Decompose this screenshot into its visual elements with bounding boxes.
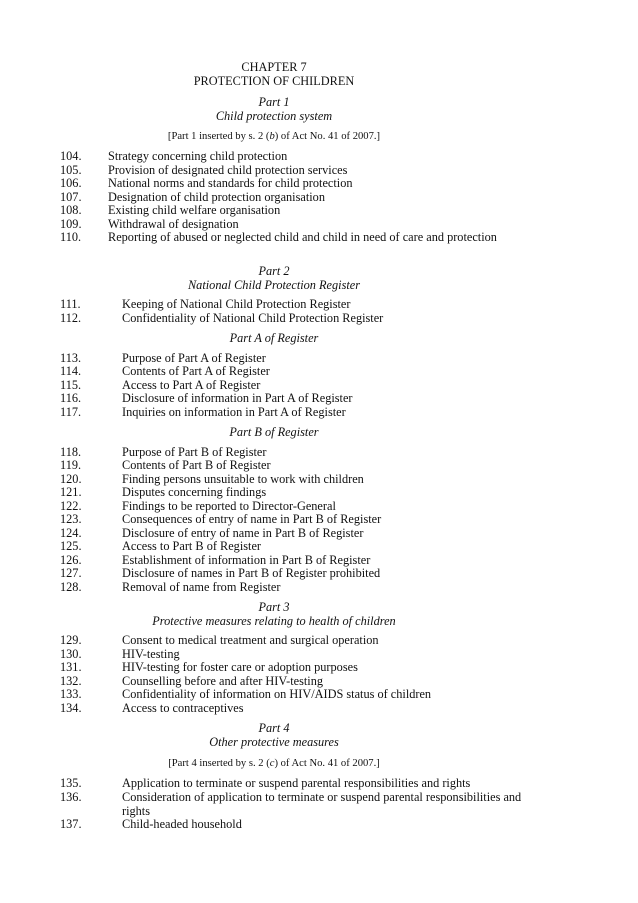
section-title: Application to terminate or suspend parental responsibilities and rights xyxy=(122,776,471,790)
part-1-name: Child protection system xyxy=(215,109,333,123)
section-title: Removal of name from Register xyxy=(122,580,281,594)
part-2-label: Part 2 xyxy=(258,264,290,278)
section-title: Strategy concerning child protection xyxy=(108,149,288,163)
section-title: Contents of Part A of Register xyxy=(122,364,270,378)
section-title: Confidentiality of National Child Protection Register xyxy=(122,311,384,325)
section-number: 106. xyxy=(60,176,82,190)
part-1-note: [Part 1 inserted by s. 2 (b) of Act No. 41 of 2007.] xyxy=(167,131,381,142)
section-number: 109. xyxy=(60,217,82,231)
section-title: Inquiries on information in Part A of Register xyxy=(122,405,346,419)
section-number: 125. xyxy=(60,539,82,553)
chapter-title: PROTECTION OF CHILDREN xyxy=(193,74,355,88)
section-number: 137. xyxy=(60,817,82,831)
section-title: Provision of designated child protection services xyxy=(108,163,348,177)
section-number: 105. xyxy=(60,163,82,177)
section-title: Disputes concerning findings xyxy=(122,485,267,499)
section-number: 110. xyxy=(60,230,82,244)
section-number: 133. xyxy=(60,687,82,701)
part-4-note: [Part 4 inserted by s. 2 (c) of Act No. 41 of 2007.] xyxy=(168,758,380,769)
section-title: Purpose of Part A of Register xyxy=(122,351,266,365)
section-number: 117. xyxy=(60,405,82,419)
section-number: 122. xyxy=(60,499,82,513)
section-title: Counselling before and after HIV-testing xyxy=(122,674,324,688)
section-number: 120. xyxy=(60,472,82,486)
section-number: 136. xyxy=(60,790,82,804)
section-title: Disclosure of names in Part B of Register prohibited xyxy=(122,566,381,580)
section-number: 116. xyxy=(60,391,82,405)
section-number: 112. xyxy=(60,311,82,325)
section-title: Establishment of information in Part B of Register xyxy=(122,553,371,567)
section-number: 127. xyxy=(60,566,82,580)
section-title: Existing child welfare organisation xyxy=(108,203,281,217)
section-title: Findings to be reported to Director-General xyxy=(122,499,336,513)
section-title: HIV-testing xyxy=(122,647,180,661)
section-number: 108. xyxy=(60,203,82,217)
part-2-name: National Child Protection Register xyxy=(187,278,361,292)
part-a-name: Part A of Register xyxy=(229,331,319,345)
section-number: 131. xyxy=(60,660,82,674)
section-title: HIV-testing for foster care or adoption purposes xyxy=(122,660,358,674)
section-title: Consequences of entry of name in Part B of Register xyxy=(122,512,382,526)
part-4-name: Other protective measures xyxy=(209,735,339,749)
section-title: Finding persons unsuitable to work with children xyxy=(122,472,364,486)
section-title: Access to contraceptives xyxy=(122,701,244,715)
section-number: 126. xyxy=(60,553,82,567)
section-title: National norms and standards for child protection xyxy=(108,176,353,190)
section-number: 119. xyxy=(60,458,82,472)
part-4-label: Part 4 xyxy=(258,721,290,735)
section-number: 115. xyxy=(60,378,82,392)
section-title: Confidentiality of information on HIV/AIDS status of children xyxy=(122,687,432,701)
section-title: Access to Part A of Register xyxy=(122,378,261,392)
section-title: Child-headed household xyxy=(122,817,242,831)
section-title: Disclosure of information in Part A of Register xyxy=(122,391,353,405)
part-3-label: Part 3 xyxy=(258,600,290,614)
part-b-name: Part B of Register xyxy=(229,425,319,439)
section-number: 129. xyxy=(60,633,82,647)
section-number: 132. xyxy=(60,674,82,688)
section-number: 114. xyxy=(60,364,82,378)
section-number: 107. xyxy=(60,190,82,204)
section-title: Designation of child protection organisation xyxy=(108,190,325,204)
chapter-heading: CHAPTER 7 xyxy=(241,60,307,74)
section-number: 104. xyxy=(60,149,82,163)
part-1-label: Part 1 xyxy=(258,95,290,109)
section-title: Consent to medical treatment and surgical operation xyxy=(122,633,379,647)
section-title: Consideration of application to terminate or suspend parental responsibilities and rights xyxy=(122,790,522,818)
section-number: 111. xyxy=(60,297,81,311)
section-number: 124. xyxy=(60,526,82,540)
section-title: Withdrawal of designation xyxy=(108,217,239,231)
section-number: 118. xyxy=(60,445,82,459)
section-number: 121. xyxy=(60,485,82,499)
section-number: 113. xyxy=(60,351,82,365)
section-title: Keeping of National Child Protection Register xyxy=(122,297,351,311)
section-number: 130. xyxy=(60,647,82,661)
section-number: 128. xyxy=(60,580,82,594)
part-3-name: Protective measures relating to health of children xyxy=(152,614,396,628)
section-title: Reporting of abused or neglected child and child in need of care and protection xyxy=(108,230,497,244)
section-title: Access to Part B of Register xyxy=(122,539,261,553)
section-number: 135. xyxy=(60,776,82,790)
section-title: Purpose of Part B of Register xyxy=(122,445,267,459)
section-number: 134. xyxy=(60,701,82,715)
section-number: 123. xyxy=(60,512,82,526)
section-title: Disclosure of entry of name in Part B of Register xyxy=(122,526,364,540)
section-title: Contents of Part B of Register xyxy=(122,458,271,472)
